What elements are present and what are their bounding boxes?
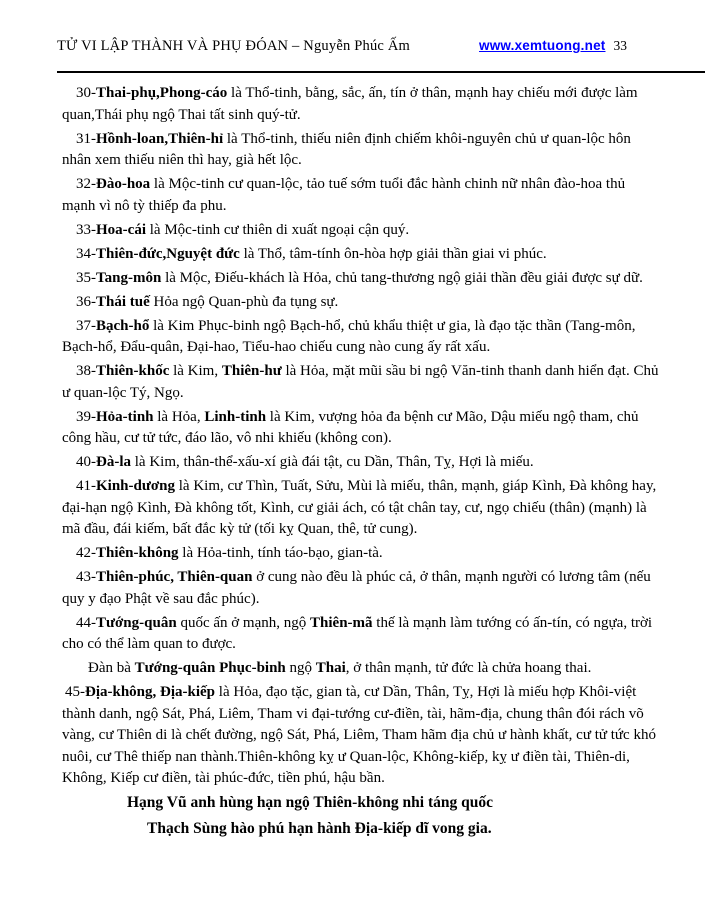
paragraph xyxy=(62,452,661,474)
star-name: Thiên-đức,Nguyệt đức xyxy=(96,245,240,262)
paragraph xyxy=(62,361,661,404)
star-name: Hỏa-tinh xyxy=(96,408,154,425)
paragraph xyxy=(62,268,661,290)
paragraph-text: là Kim, thân-thể-xấu-xí già đái tật, cu Dần, Thân, Tỵ, Hợi là miếu. xyxy=(131,454,534,470)
website-link[interactable]: www.xemtuong.net xyxy=(479,38,606,53)
paragraph-text: là Hỏa-tinh, tính táo-bạo, gian-tà. xyxy=(178,545,383,561)
paragraph-text: là Thổ-tinh, thiếu niên định chiếm khôi-nguyên chủ ư quan-lộc hôn nhân xem thiếu niên thì hay, già hết lộc. xyxy=(62,130,631,168)
star-name: Tướng-quân Phục-binh xyxy=(134,660,286,676)
paragraph xyxy=(62,658,661,680)
paragraph-text: 40- xyxy=(76,454,96,470)
paragraph xyxy=(62,83,661,126)
paragraph-text: 42- xyxy=(76,545,96,561)
paragraph-text: Hỏa ngộ Quan-phù đa tụng sự. xyxy=(149,293,339,310)
paragraph xyxy=(62,613,661,656)
paragraph-text: là Mộc-tinh cư thiên di xuất ngoại cận quý. xyxy=(146,221,410,238)
paragraph-text: Đàn bà xyxy=(88,660,135,676)
paragraph-text: là Kim, vượng hỏa đa bệnh cư Mão, Dậu miếu ngộ tham, chủ công hầu, cư tử tức, đáo lão, vô nhi khiếu (không con). xyxy=(62,408,639,446)
star-name: Tướng-quân xyxy=(96,614,177,631)
star-name: Bạch-hổ xyxy=(96,317,150,334)
paragraph xyxy=(62,244,661,266)
paragraph xyxy=(62,476,661,541)
star-name: Đào-hoa xyxy=(96,176,151,192)
star-name: Thái tuế xyxy=(96,293,150,310)
paragraph xyxy=(62,316,661,359)
paragraph xyxy=(62,220,661,242)
paragraph-text: 39- xyxy=(76,408,96,425)
paragraph-text: 45- xyxy=(65,684,85,700)
header-divider xyxy=(57,71,705,73)
header-right xyxy=(479,38,627,54)
paragraph xyxy=(62,567,661,610)
paragraph-text: 34- xyxy=(76,245,96,262)
paragraph-text: ngộ xyxy=(285,660,316,676)
star-name: Đà-la xyxy=(96,454,131,470)
paragraph-text: thế là mạnh làm tướng có ấn-tín, có ngựa, trời cho có thể làm quan to được. xyxy=(62,614,653,652)
star-name: Hồnh-loan,Thiên-hỉ xyxy=(96,130,224,147)
paragraph-text: 35- xyxy=(76,269,96,286)
paragraph-text: là Hỏa, xyxy=(153,408,205,425)
paragraph xyxy=(62,292,661,314)
paragraph-text: là Thổ-tinh, bằng, sắc, ấn, tín ở thân, mạnh hay chiếu mới được làm quan,Thái phụ ngộ Thai tất sinh quý-tử. xyxy=(62,85,638,123)
page-header xyxy=(0,0,705,72)
star-name: Linh-tinh xyxy=(204,408,267,425)
paragraph xyxy=(62,129,661,172)
closing-line: Hạng Vũ anh hùng hạn ngộ Thiên-không nhi táng quốc xyxy=(127,794,494,811)
paragraph-text: là Kim Phục-binh ngộ Bạch-hổ, chủ khẩu thiệt ư gia, là đạo tặc thần (Tang-môn, Bạch-hổ, Đẩu-quân, Đại-hao, Tiểu-hao chiếu cung nào cung ấy rất xấu. xyxy=(62,317,636,355)
star-name: Thiên-hư xyxy=(221,363,282,379)
document-body xyxy=(62,83,661,839)
star-name: Thiên-mã xyxy=(310,614,373,631)
paragraph-text: 38- xyxy=(76,363,96,379)
paragraph-text: là Hỏa, đạo tặc, gian tà, cư Dần, Thân, Tỵ, Hợi là miếu hợp Khôi-việt thành danh, ngộ Sát, Phá, Liêm, Tham vi đại-tướng cư-điền, tài, hãm-địa, chung thân đói rách võ vàng, cư Thiên di là chết đường, ngộ Sát, Phá, Liêm, Tham hãm địa chủ ư hành khất, cư tử tức khó nuôi, cư Thê thiếp nan thành.Thiên-không kỵ ư Quan-lộc, Không-kiếp, kỵ ư điền tài, Thiên-di, Không, Kiếp cư điền, tài phúc-đức, tiền phú, hậu bần. xyxy=(62,684,656,786)
paragraph-text: 32- xyxy=(76,176,96,192)
page-number: 33 xyxy=(613,38,627,53)
star-name: Hoa-cái xyxy=(96,221,146,238)
page-title: TỬ VI LẬP THÀNH VÀ PHỤ ĐÓAN – Nguyễn Phúc Ấm xyxy=(57,38,411,54)
star-name: Thiên-không xyxy=(96,545,179,561)
paragraph-text: 31- xyxy=(76,130,96,147)
star-name: Thiên-khốc xyxy=(96,363,170,379)
paragraph-text: 33- xyxy=(76,221,96,238)
paragraph-text: 44- xyxy=(76,614,96,631)
paragraph-text: là Kim, cư Thìn, Tuất, Sửu, Mùi là miếu, thân, mạnh, giáp Kình, Đà không hay, đại-hạn ngộ Kình, Đà không tốt, Kình, cư giải ách, có tật chân tay, cư, ngọ chiếu (thân) (mạnh) là mã đầu, đái kiếm, bất đắc kỳ tử (tối kỵ Quan, thê, tử cung). xyxy=(62,478,657,537)
star-name: Thiên-phúc, Thiên-quan xyxy=(96,569,253,585)
paragraph xyxy=(62,407,661,450)
star-name: Địa-không, Địa-kiếp xyxy=(85,684,216,700)
paragraph-text: là Mộc, Điếu-khách là Hỏa, chủ tang-thương ngộ giải thần đều giải được sự dữ. xyxy=(161,269,643,286)
paragraph-text: 36- xyxy=(76,293,96,310)
star-name: Tang-môn xyxy=(96,269,162,286)
paragraph xyxy=(62,174,661,217)
star-name: Kinh-dương xyxy=(96,478,176,494)
closing-line: Thạch Sùng hào phú hạn hành Địa-kiếp dĩ vong gia. xyxy=(147,819,492,837)
star-name: Thai-phụ,Phong-cáo xyxy=(96,85,228,101)
paragraph-text: là Hỏa, mặt mũi sầu bi ngộ Văn-tinh thanh danh hiển đạt. Chủ ư quan-lộc Tý, Ngọ. xyxy=(62,363,659,401)
paragraph-text: 37- xyxy=(76,317,96,334)
paragraph-text: 30- xyxy=(76,85,96,101)
paragraph xyxy=(62,543,661,565)
paragraph-text: 43- xyxy=(76,569,96,585)
paragraph-text: , ở thân mạnh, tử đức là chửa hoang thai. xyxy=(345,660,592,676)
star-name: Thai xyxy=(315,660,346,676)
paragraph-text: là Mộc-tinh cư quan-lộc, tảo tuế sớm tuổi đắc hành chinh nữ nhân đào-hoa thủ mạnh vì nô tỳ thiếp đa phu. xyxy=(62,176,626,214)
paragraph-text: là Kim, xyxy=(169,363,222,379)
paragraph xyxy=(62,682,661,790)
paragraph-text: 41- xyxy=(76,478,96,494)
paragraph-text: là Thổ, tâm-tính ôn-hòa hợp giải thần giai vi phúc. xyxy=(239,245,547,262)
paragraph-text: ở cung nào đều là phúc cả, ở thân, mạnh người có lương tâm (nếu quy y đạo Phật về sau đắc phúc). xyxy=(62,569,651,607)
paragraph-text: quốc ấn ở mạnh, ngộ xyxy=(176,614,311,631)
